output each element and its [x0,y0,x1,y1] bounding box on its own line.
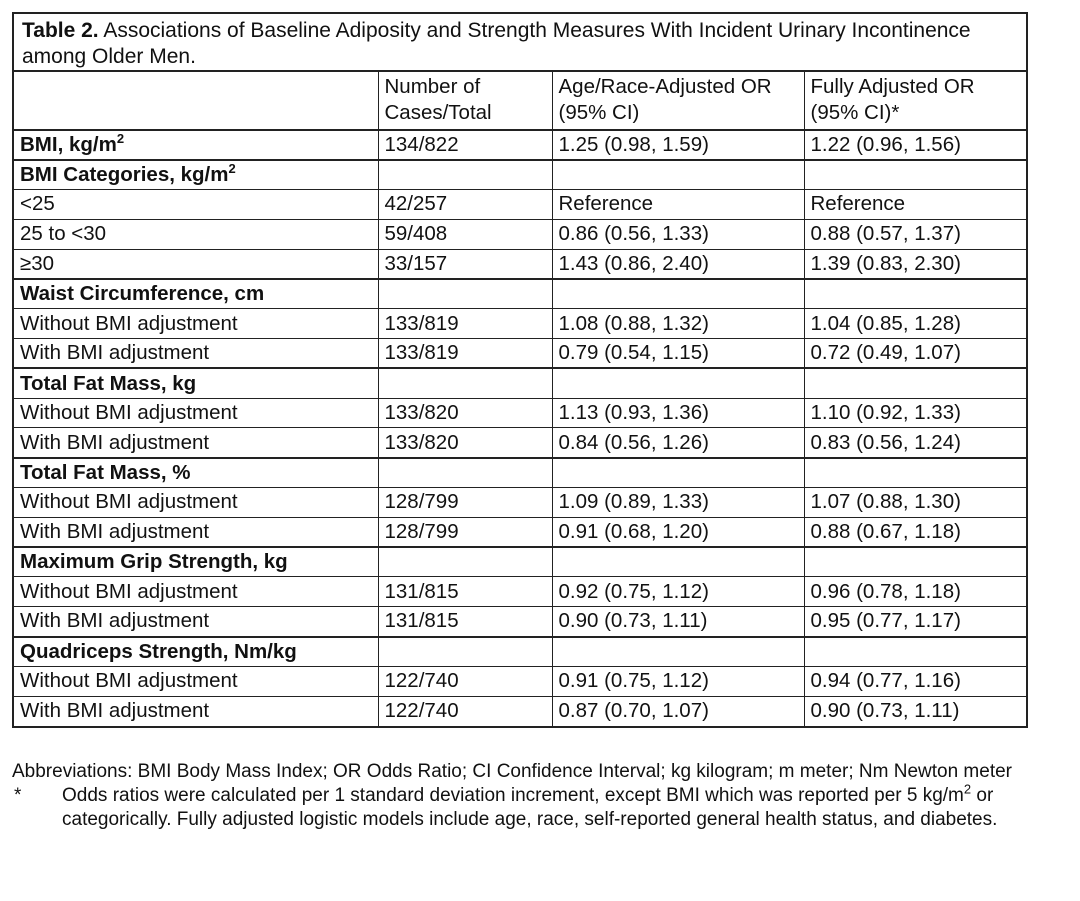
cases-cell: 133/819 [378,339,552,369]
age-race-or-cell: 1.13 (0.93, 1.36) [552,398,804,428]
table-row [14,309,1028,339]
header-row [14,72,1028,130]
asterisk-note-text [62,781,1074,832]
header-blank [14,72,378,130]
row-label [14,577,378,607]
cases-cell: 33/157 [378,249,552,279]
row-label-text: Without BMI adjustment [20,311,238,335]
row-label-text: Without BMI adjustment [20,490,238,514]
section-row [14,279,1028,309]
cases-cell [378,279,552,309]
fully-adjusted-or-cell [804,160,1028,190]
section-label [14,130,378,160]
section-label [14,368,378,398]
row-label [14,339,378,369]
age-race-or-cell: 0.91 (0.75, 1.12) [552,666,804,696]
fully-adjusted-or-cell [804,637,1028,667]
table-footnotes [12,760,1074,832]
age-race-or-cell [552,279,804,309]
table-row [14,428,1028,458]
table-row [14,607,1028,637]
fully-adjusted-or-cell: 1.04 (0.85, 1.28) [804,309,1028,339]
row-label [14,309,378,339]
table-row [14,696,1028,726]
age-race-or-cell [552,458,804,488]
row-label-text: With BMI adjustment [20,699,210,723]
table-row [14,249,1028,279]
age-race-or-cell [552,160,804,190]
cases-cell [378,547,552,577]
results-table [14,72,1028,726]
unit-superscript: 2 [228,161,236,177]
row-label [14,190,378,220]
unit-superscript: 2 [116,131,125,147]
cases-cell: 131/815 [378,607,552,637]
fully-adjusted-or-cell [804,458,1028,488]
table-caption [14,14,1026,72]
fully-adjusted-or-cell: 1.39 (0.83, 2.30) [804,249,1028,279]
age-race-or-cell: 1.08 (0.88, 1.32) [552,309,804,339]
fully-adjusted-or-cell: 1.10 (0.92, 1.33) [804,398,1028,428]
cases-cell: 42/257 [378,190,552,220]
cases-cell: 59/408 [378,219,552,249]
fully-adjusted-or-cell: 0.95 (0.77, 1.17) [804,607,1028,637]
fully-adjusted-or-cell: 0.83 (0.56, 1.24) [804,428,1028,458]
age-race-or-cell: 0.90 (0.73, 1.11) [552,607,804,637]
fully-adjusted-or-cell: 0.88 (0.57, 1.37) [804,219,1028,249]
cases-cell: 122/740 [378,666,552,696]
age-race-or-cell: 1.43 (0.86, 2.40) [552,249,804,279]
table-row [14,666,1028,696]
fully-adjusted-or-cell: 0.90 (0.73, 1.11) [804,696,1028,726]
fully-adjusted-or-cell: 1.22 (0.96, 1.56) [804,130,1028,160]
section-row [14,130,1028,160]
age-race-or-cell: 0.86 (0.56, 1.33) [552,219,804,249]
cases-cell: 134/822 [378,130,552,160]
fully-adjusted-or-cell [804,279,1028,309]
age-race-or-cell: 0.92 (0.75, 1.12) [552,577,804,607]
header-fully-adjusted-or: Fully Adjusted OR (95% CI)* [804,72,1028,130]
section-label [14,458,378,488]
row-label-text: Without BMI adjustment [20,579,238,603]
row-label-text: Maximum Grip Strength, kg [20,550,288,574]
fully-adjusted-or-cell: Reference [804,190,1028,220]
section-row [14,547,1028,577]
cases-cell [378,637,552,667]
row-label-text: 25 to <30 [20,222,107,246]
asterisk-note [12,781,1074,832]
asterisk-note-text-1: Odds ratios were calculated per 1 standard deviation increment, except BMI which was reported per 5 kg/m [62,785,964,806]
row-label [14,428,378,458]
section-row [14,458,1028,488]
table-label: Table 2. [22,19,99,42]
row-label-text: Total Fat Mass, % [20,460,191,484]
table-row [14,488,1028,518]
row-label [14,696,378,726]
row-label-text: ≥30 [20,251,55,275]
row-label-text: <25 [20,192,55,216]
section-label [14,547,378,577]
section-row [14,160,1028,190]
age-race-or-cell: 1.25 (0.98, 1.59) [552,130,804,160]
age-race-or-cell: 1.09 (0.89, 1.33) [552,488,804,518]
age-race-or-cell [552,368,804,398]
row-label-text: Waist Circumference, cm [20,282,265,306]
row-label-text: With BMI adjustment [20,430,210,454]
age-race-or-cell: 0.87 (0.70, 1.07) [552,696,804,726]
table-title: Associations of Baseline Adiposity and Strength Measures With Incident Urinary Incontinence among Older Men. [22,19,971,68]
age-race-or-cell [552,547,804,577]
table-row [14,339,1028,369]
cases-cell: 133/819 [378,309,552,339]
cases-cell: 128/799 [378,517,552,547]
header-cases: Number of Cases/Total [378,72,552,130]
row-label-text: With BMI adjustment [20,609,210,633]
table-row [14,190,1028,220]
table-row [14,517,1028,547]
row-label [14,249,378,279]
section-label [14,160,378,190]
row-label [14,607,378,637]
age-race-or-cell: 0.84 (0.56, 1.26) [552,428,804,458]
asterisk-note-sup: 2 [963,781,972,797]
age-race-or-cell: 0.79 (0.54, 1.15) [552,339,804,369]
row-label [14,488,378,518]
age-race-or-cell: 0.91 (0.68, 1.20) [552,517,804,547]
fully-adjusted-or-cell: 0.72 (0.49, 1.07) [804,339,1028,369]
fully-adjusted-or-cell: 0.96 (0.78, 1.18) [804,577,1028,607]
table-row [14,398,1028,428]
fully-adjusted-or-cell: 1.07 (0.88, 1.30) [804,488,1028,518]
header-age-race-or: Age/Race-Adjusted OR (95% CI) [552,72,804,130]
row-label [14,398,378,428]
row-label-text: BMI, kg/m [20,132,117,156]
fully-adjusted-or-cell [804,368,1028,398]
cases-cell [378,160,552,190]
cases-cell: 131/815 [378,577,552,607]
table-row [14,577,1028,607]
row-label [14,666,378,696]
asterisk-mark: * [14,785,22,806]
section-label [14,279,378,309]
cases-cell: 128/799 [378,488,552,518]
section-row [14,368,1028,398]
row-label-text: With BMI adjustment [20,341,210,365]
row-label [14,219,378,249]
cases-cell: 122/740 [378,696,552,726]
age-race-or-cell [552,637,804,667]
age-race-or-cell: Reference [552,190,804,220]
fully-adjusted-or-cell: 0.88 (0.67, 1.18) [804,517,1028,547]
row-label-text: Quadriceps Strength, Nm/kg [20,639,297,663]
row-label [14,517,378,547]
row-label-text: Without BMI adjustment [20,669,238,693]
cases-cell: 133/820 [378,398,552,428]
cases-cell: 133/820 [378,428,552,458]
table-frame [12,12,1028,728]
section-row [14,637,1028,667]
row-label-text: Without BMI adjustment [20,401,238,425]
row-label-text: Total Fat Mass, kg [20,371,197,395]
row-label-text: With BMI adjustment [20,520,210,543]
cases-cell [378,368,552,398]
cases-cell [378,458,552,488]
table-row [14,219,1028,249]
asterisk-note-text-2: or categorically. Fully adjusted logistic models include age, race, self-reported general health status, and diabetes. [62,785,998,830]
section-label [14,637,378,667]
row-label-text: BMI Categories, kg/m [20,162,229,186]
fully-adjusted-or-cell: 0.94 (0.77, 1.16) [804,666,1028,696]
fully-adjusted-or-cell [804,547,1028,577]
abbreviations-note: Abbreviations: BMI Body Mass Index; OR Odds Ratio; CI Confidence Interval; kg kilogram; m meter; Nm Newton meter [12,761,1012,782]
